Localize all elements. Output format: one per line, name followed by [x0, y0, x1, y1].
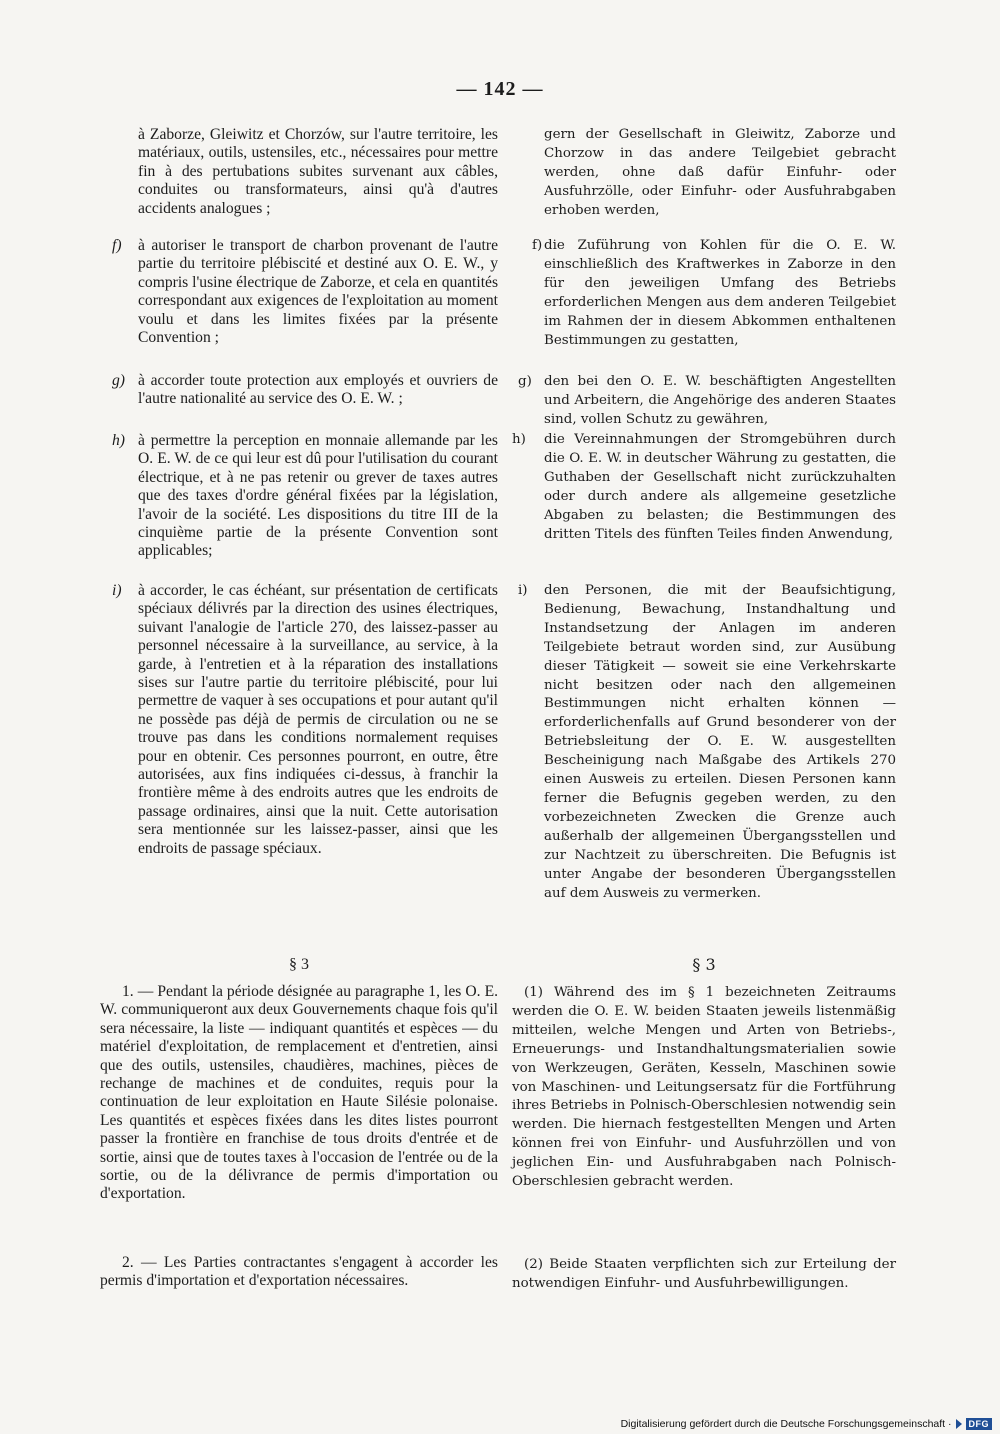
german-item-i-label: i)	[518, 583, 528, 598]
french-item-f-label: f)	[112, 237, 122, 254]
french-section-heading: § 3	[289, 956, 309, 973]
french-item-i	[100, 582, 498, 858]
french-item-h-label: h)	[112, 432, 125, 449]
german-item-i	[512, 582, 896, 903]
footer-credit-text: Digitalisierung gefördert durch die Deutsche Forschungsgemeinschaft ·	[620, 1418, 952, 1430]
german-section-heading: § 3	[692, 955, 716, 974]
german-item-g	[512, 373, 896, 430]
german-item-h-text: die Vereinnahmungen der Stromgebühren durch die O. E. W. in deutscher Währung zu gestatten, die Guthaben der Gesellschaft nicht zurückzuhalten oder durch andere als allgemeine gesetzliche Abgaben zu belasten; die Bestimmungen des dritten Titels des fünften Teiles finden Anwendung,	[544, 432, 896, 542]
french-paragraph-2: 2. — Les Parties contractantes s'engagent à accorder les permis d'importation et d'exportation nécessaires.	[100, 1254, 498, 1290]
dfg-logo: DFG	[966, 1418, 993, 1430]
german-item-f	[512, 237, 896, 350]
german-item-f-text: die Zuführung von Kohlen für die O. E. W. einschließlich des Kraftwerkes in Zaborze in den für den jeweiligen Umfang des Betriebs erforderlichen Mengen aus dem anderen Teilgebiet im Rahmen der in diesem Abkommen enthaltenen Bestimmungen zu gestatten,	[544, 238, 896, 348]
french-item-f-text: à autoriser le transport de charbon provenant de l'autre partie du territoire plébiscité et destiné aux O. E. W., y compris l'usine électrique de Zaborze, et cela en quantités correspondant aux exigences de l'exploitation au moment voulu et dans les limites fixées par la présente Convention ;	[138, 237, 499, 347]
french-item-f	[100, 237, 498, 347]
french-item-g	[100, 372, 498, 409]
german-item-g-text: den bei den O. E. W. beschäftigten Angestellten und Arbeitern, die Angehörige des anderen Staates sind, vollen Schutz zu gewähren,	[544, 374, 896, 427]
german-item-f-label: f)	[532, 238, 543, 253]
french-item-i-text: à accorder, le cas échéant, sur présentation de certificats spéciaux délivrés par la direction des usines électriques, suivant l'analogie de l'article 270, des laissez-passer au personnel nécessaire à la surveillance, au service, à la garde, à l'entretien et à la réparation des installations sises sur l'autre partie du territoire plébiscité, pour lui permettre de vaquer à ses occupations et pour autant qu'il ne possède pas déjà de permis de circulation ou ne se trouve pas dans les conditions normalement requises pour en obtenir. Ces personnes pourront, en outre, être autorisées, aux fins indiquées ci-dessus, à franchir la frontière même à des endroits autres que les endroits de passage ordinaires, ainsi que la nuit. Cette autorisation sera mentionnée sur les laissez-passer, ainsi que les endroits de passage spéciaux.	[138, 582, 498, 857]
french-intro: à Zaborze, Gleiwitz et Chorzów, sur l'autre territoire, les matériaux, outils, ustensiles, etc., nécessaires pour mettre fin à des pertubations subites survenant aux câbles, conduites ou transformateurs, ainsi qu'à d'autres accidents analogues ;	[138, 126, 498, 217]
french-item-h-text: à permettre la perception en monnaie allemande par les O. E. W. de ce qui leur est dû pour l'utilisation du courant électrique, et à ne pas retenir ou grever de taxes autres que des taxes d'ordre général fixées par la législation, l'avoir de la société. Les dispositions du titre III de la cinquième partie de la présente Convention sont applicables;	[138, 432, 498, 560]
german-item-i-text: den Personen, die mit der Beaufsichtigung, Bedienung, Bewachung, Instandhaltung und Instandsetzung der Anlagen im anderen Teilgebiete betraut worden sind, zur Ausübung dieser Tätigkeit — soweit sie eine Verkehrskarte nicht besitzen oder nach den allgemeinen Bestimmungen nicht erhalten können — erforderlichenfalls auf Grund besonderer von der Betriebsleitung der O. E. W. ausgestellten Bescheinigung nach Maßgabe des Artikels 270 einen Ausweis zu erteilen. Diesen Personen kann ferner die Befugnis gegeben werden, zu den vorbezeichneten Zwecken die Grenze auch außerhalb der allgemeinen Übergangsstellen und zur Nachtzeit zu überschreiten. Die Befugnis ist unter Angabe der besonderen Übergangsstellen auf dem Ausweis zu vermerken.	[544, 583, 896, 901]
digitization-footer	[621, 1418, 992, 1430]
french-paragraph-1: 1. — Pendant la période désignée au paragraphe 1, les O. E. W. communiqueront aux deux Gouvernements chaque fois qu'il sera nécessaire, la liste — indiquant quantités et espèces — du matériel d'exploitation, de remplacement et d'entretien, ainsi que des outils, ustensiles, chaudières, machines, pièces de rechange de machines et de conduites, requis pour la continuation de leur exploitation en Haute Silésie polonaise. Les quantités et espèces fixées dans les dites listes pourront passer la frontière en franchise de tous droits d'entrée et de sortie, ainsi que de toutes taxes à l'occasion de l'entrée ou de la sortie, ou de la délivrance de permis d'importation ou d'exportation.	[100, 983, 498, 1203]
german-intro: gern der Gesellschaft in Gleiwitz, Zaborze und Chorzow in das andere Teilgebiet gebracht werden, ohne daß dafür Einfuhr- oder Ausfuhrzölle, oder Einfuhr- oder Ausfuhrabgaben erhoben werden,	[544, 127, 896, 218]
dfg-arrow-icon	[956, 1419, 962, 1429]
german-item-g-label: g)	[518, 374, 532, 389]
german-item-h	[512, 431, 896, 544]
german-paragraph-2: (2) Beide Staaten verpflichten sich zur Erteilung der notwendigen Einfuhr- und Ausfuhrbewilligungen.	[512, 1257, 896, 1291]
german-paragraph-1: (1) Während des im § 1 bezeichneten Zeitraums werden die O. E. W. beiden Staaten jeweils listenmäßig mitteilen, welche Mengen und Arten von Betriebs-, Erneuerungs- und Instandhaltungsmaterialien sowie von Werkzeugen, Geräten, Kesseln, Maschinen sowie von Maschinen- und Leitungsersatz für die Fortführung ihres Betriebs in Polnisch-Oberschlesien notwendig sein werden. Die hiernach festgestellten Mengen und Arten können frei von Einfuhr- und Ausfuhrzöllen und von jeglichen Ein- und Ausfuhrabgaben nach Polnisch-Oberschlesien gebracht werden.	[512, 985, 896, 1190]
french-item-h	[100, 432, 498, 561]
german-item-h-label: h)	[512, 432, 526, 447]
page-number: — 142 —	[456, 78, 544, 100]
french-item-g-text: à accorder toute protection aux employés et ouvriers de l'autre nationalité au service des O. E. W. ;	[138, 372, 498, 408]
french-item-i-label: i)	[112, 582, 122, 599]
french-item-g-label: g)	[112, 372, 125, 389]
